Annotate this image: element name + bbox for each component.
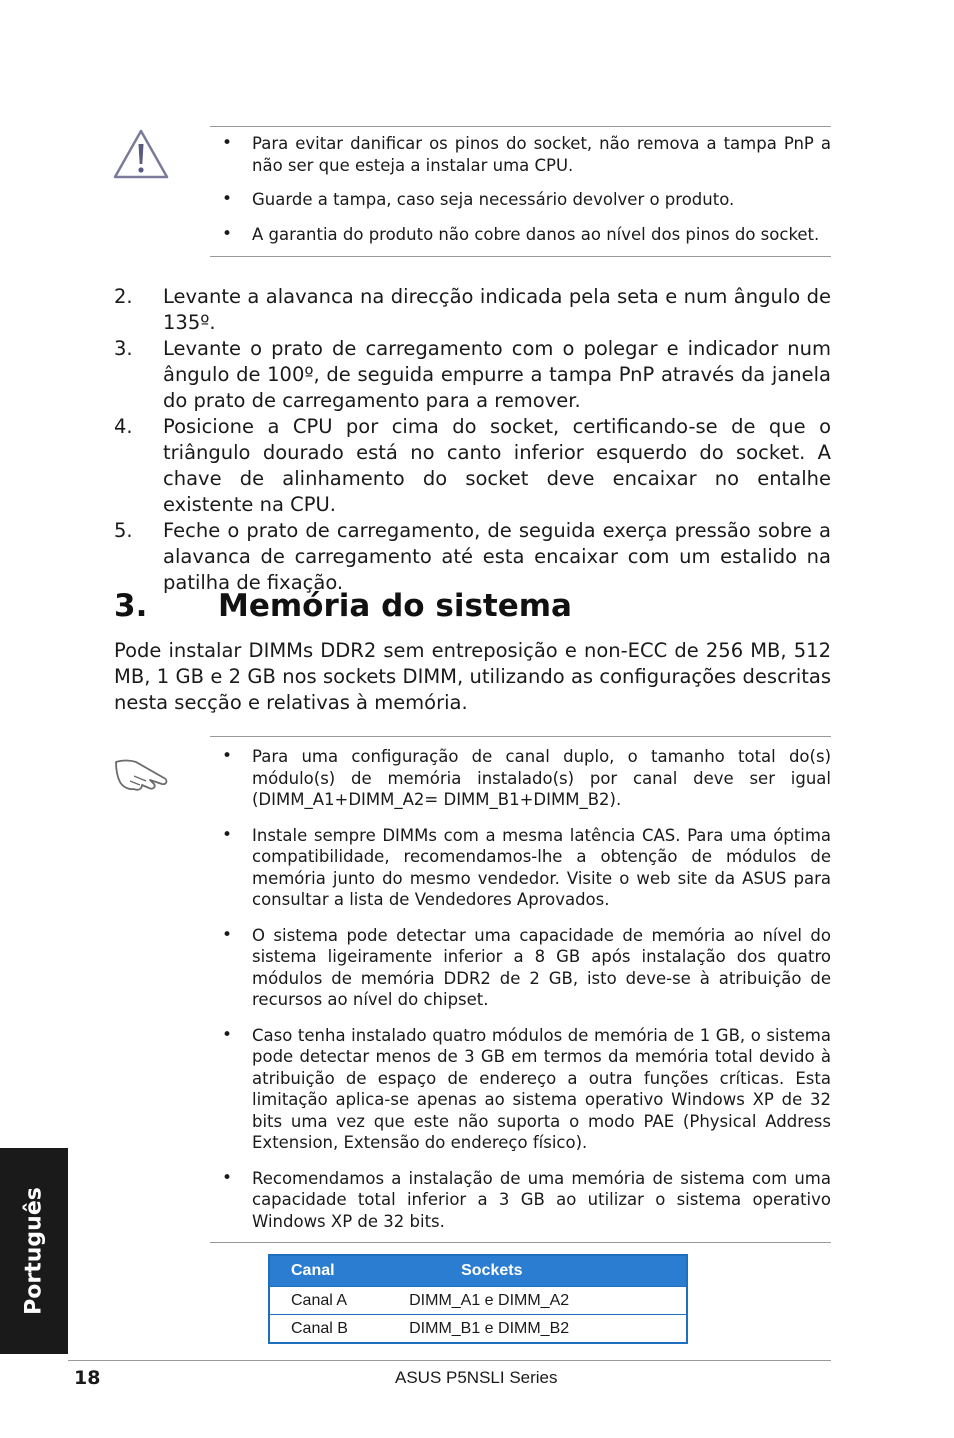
step-text: Posicione a CPU por cima do socket, certificando-se de que o triângulo dourado está no canto inferior esquerdo do socket. A chave de alinhamento do socket deve encaixar no entalhe existente na CPU.	[163, 415, 831, 516]
step-number: 4.	[114, 415, 133, 438]
memory-note-item: • Recomendamos a instalação de uma memória de sistema com uma capacidade total inferior a 3 GB ao utilizar o sistema operativo Windows XP de 32 bits.	[210, 1168, 831, 1233]
memory-note-item: • Caso tenha instalado quatro módulos de memória de 1 GB, o sistema pode detectar menos de 3 GB em termos da memória total devido à atribuição de espaço de endereço a outra funções críticas. Esta limitação aplica-se apenas ao sistema operativo Windows XP de 32 bits uma vez que este não suporta o modo PAE (Physical Address Extension, Extensão do endereço físico).	[210, 1025, 831, 1154]
memory-note-item: • Para uma configuração de canal duplo, o tamanho total do(s) módulo(s) de memória instalado(s) por canal deve ser igual (DIMM_A1+DIMM_A2= DIMM_B1+DIMM_B2).	[210, 746, 831, 811]
step-number: 5.	[114, 519, 133, 542]
caution-item: • A garantia do produto não cobre danos ao nível dos pinos do socket.	[210, 224, 831, 246]
list-item	[114, 518, 831, 596]
memory-note-item: • O sistema pode detectar uma capacidade de memória ao nível do sistema ligeiramente inferior a 8 GB após instalação dos quatro módulos de memória DDR2 de 2 GB, isto deve-se à atribuição de recursos ao nível do chipset.	[210, 925, 831, 1011]
section-title: Memória do sistema	[218, 588, 572, 624]
section-number: 3.	[114, 588, 148, 624]
step-text: Feche o prato de carregamento, de seguida exerça pressão sobre a alavanca de carregamento até esta encaixar com um estalido na patilha de fixação.	[163, 519, 831, 594]
table-cell-text: DIMM_A1 e DIMM_A2	[409, 1291, 570, 1309]
caution-item: • Para evitar danificar os pinos do socket, não remova a tampa PnP a não ser que esteja a instalar uma CPU.	[210, 133, 831, 176]
language-side-tab	[0, 1148, 68, 1354]
note-top-rule	[210, 736, 831, 737]
caution-note	[210, 133, 831, 245]
note-bottom-rule	[210, 1242, 831, 1243]
list-item	[114, 414, 831, 518]
note-top-rule	[210, 126, 831, 127]
table-row	[269, 1287, 687, 1315]
pointing-hand-icon	[112, 748, 176, 794]
page-number: 18	[74, 1367, 101, 1389]
step-text: Levante a alavanca na direcção indicada pela seta e num ângulo de 135º.	[163, 285, 831, 334]
list-item	[114, 284, 831, 336]
language-label: Português	[21, 1187, 47, 1315]
note-bottom-rule	[210, 256, 831, 257]
caution-triangle-icon	[112, 128, 170, 180]
section-intro: Pode instalar DIMMs DDR2 sem entreposição e non-ECC de 256 MB, 512 MB, 1 GB e 2 GB nos sockets DIMM, utilizando as configurações descritas nesta secção e relativas à memória.	[114, 639, 831, 714]
table-header-row	[269, 1255, 687, 1287]
caution-item: • Guarde a tampa, caso seja necessário devolver o produto.	[210, 189, 831, 211]
footer-title: ASUS P5NSLI Series	[395, 1368, 558, 1387]
column-header-channel: Canal	[269, 1255, 403, 1287]
footer-rule	[68, 1360, 831, 1361]
list-item	[114, 336, 831, 414]
memory-note	[210, 746, 831, 1232]
table-cell	[403, 1287, 687, 1315]
table-cell	[403, 1315, 687, 1344]
table-row	[269, 1315, 687, 1344]
step-number: 3.	[114, 337, 133, 360]
memory-note-item: • Instale sempre DIMMs com a mesma latência CAS. Para uma óptima compatibilidade, recomendamos-lhe a obtenção de módulos de memória junto do mesmo vendedor. Visite o web site da ASUS para consultar a lista de Vendedores Aprovados.	[210, 825, 831, 911]
table-cell: Canal B	[269, 1315, 403, 1344]
section-heading	[114, 588, 572, 624]
step-list	[114, 284, 831, 596]
column-header-sockets: Sockets	[403, 1255, 687, 1287]
step-text: Levante o prato de carregamento com o polegar e indicador num ângulo de 100º, de seguida empurre a tampa PnP através da janela do prato de carregamento para a remover.	[163, 337, 831, 412]
table-cell: Canal A	[269, 1287, 403, 1315]
table-cell-text: DIMM_B1 e DIMM_B2	[409, 1319, 570, 1337]
step-number: 2.	[114, 285, 133, 308]
channel-socket-table	[268, 1254, 688, 1344]
